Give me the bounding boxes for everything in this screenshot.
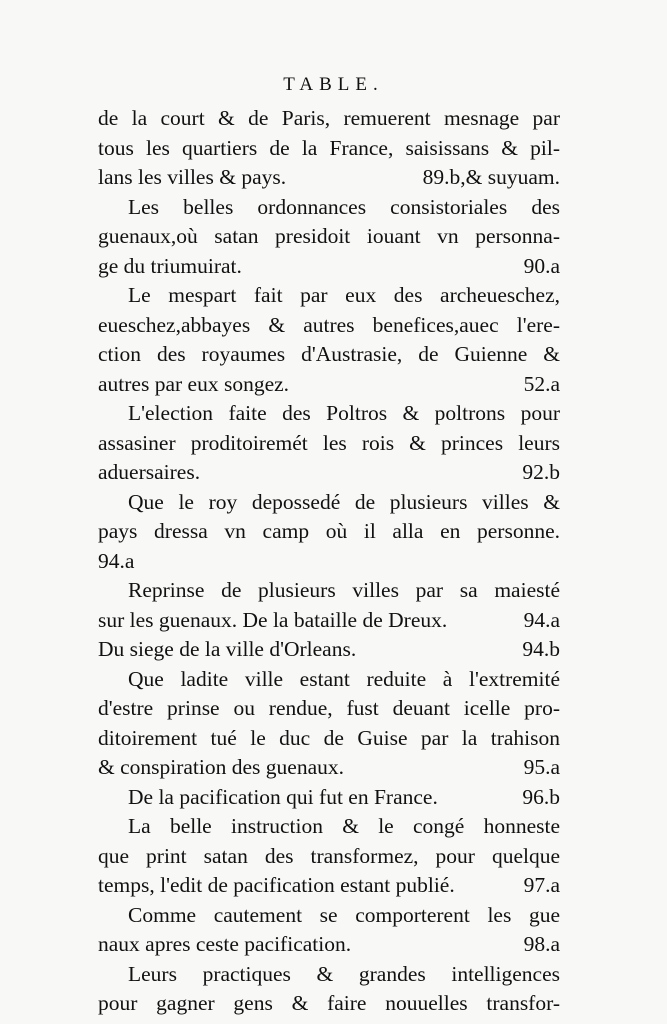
text-line [98,871,560,901]
text-line [98,930,560,960]
text-line [98,635,560,665]
running-title: TABLE. [283,74,384,95]
text-line [98,989,560,1019]
text-line [98,960,560,990]
page-reference: 94.b [522,637,560,661]
page-reference: 89.b,& suyuam. [422,165,560,189]
text-line [98,429,560,459]
line-text: de la court & de Paris, remuerent mesnage par [98,106,560,130]
text-line [98,458,560,488]
line-text: pays dressa vn camp où il alla en personne. [98,519,560,543]
line-text: 94.a [98,548,135,573]
text-line [98,901,560,931]
text-line [98,370,560,400]
text-line [98,606,560,636]
text-line [98,842,560,872]
page-reference: 92.b [522,460,560,484]
line-text: & conspiration des guenaux. [98,755,345,779]
page-reference: 95.a [523,755,560,779]
line-text: aduersaires. [98,460,201,484]
text-line [98,399,560,429]
line-text: que print satan des transformez, pour quelque [98,843,560,868]
line-text: autres par eux songez. [98,371,290,396]
line-text: ction des royaumes d'Austrasie, de Guienne & [98,342,560,366]
text-line [98,163,560,193]
page-reference: 94.a [523,607,560,632]
text-line [98,222,560,252]
text-line [98,488,560,518]
line-text: De la pacification qui fut en France. [128,784,438,809]
page-reference: 96.b [522,784,560,809]
text-line [98,104,560,134]
page-reference: 90.a [523,253,560,278]
text-line [98,665,560,695]
line-text: pour gagner gens & faire nouuelles transfor- [98,991,560,1015]
text-line [98,252,560,282]
text-line [98,134,560,164]
line-text: assasiner proditoiremét les rois & princes leurs [98,430,560,455]
text-line [98,281,560,311]
text-line [98,340,560,370]
page-reference: 98.a [523,932,560,956]
line-text: Reprinse de plusieurs villes par sa maiesté [128,578,560,602]
line-text: d'estre prinse ou rendue, fust deuant icelle pro- [98,696,560,720]
text-line [98,812,560,842]
table-entries [98,104,560,1019]
line-text: tous les quartiers de la France, saisissans & pil- [98,135,560,160]
line-text: Comme cautement se comporterent les gue [128,902,560,927]
line-text: Que ladite ville estant reduite à l'extremité [128,666,560,691]
line-text: La belle instruction & le congé honneste [128,814,560,838]
line-text: ditoirement tué le duc de Guise par la trahison [98,725,560,750]
line-text: temps, l'edit de pacification estant publié. [98,873,455,897]
text-line [98,311,560,341]
line-text: lans les villes & pays. [98,165,287,189]
text-line [98,517,560,547]
line-text: sur les guenaux. De la bataille de Dreux. [98,607,448,632]
text-line [98,547,560,577]
line-text: guenaux,où satan presidoit iouant vn personna- [98,224,560,248]
line-text: L'election faite des Poltros & poltrons pour [128,401,560,425]
text-line [98,724,560,754]
line-text: Du siege de la ville d'Orleans. [98,637,357,661]
text-line [98,783,560,813]
text-line [98,753,560,783]
line-text: Le mespart fait par eux des archeueschez, [128,283,560,307]
line-text: eueschez,abbayes & autres benefices,auec l'ere- [98,312,560,337]
page-reference: 52.a [523,371,560,396]
text-line [98,694,560,724]
line-text: naux apres ceste pacification. [98,932,352,956]
line-text: Les belles ordonnances consistoriales des [128,194,560,219]
line-text: ge du triumuirat. [98,253,242,278]
line-text: Que le roy depossedé de plusieurs villes & [128,489,560,514]
text-line [98,576,560,606]
text-line [98,193,560,223]
line-text: Leurs practiques & grandes intelligences [128,961,560,986]
page-reference: 97.a [523,873,560,897]
